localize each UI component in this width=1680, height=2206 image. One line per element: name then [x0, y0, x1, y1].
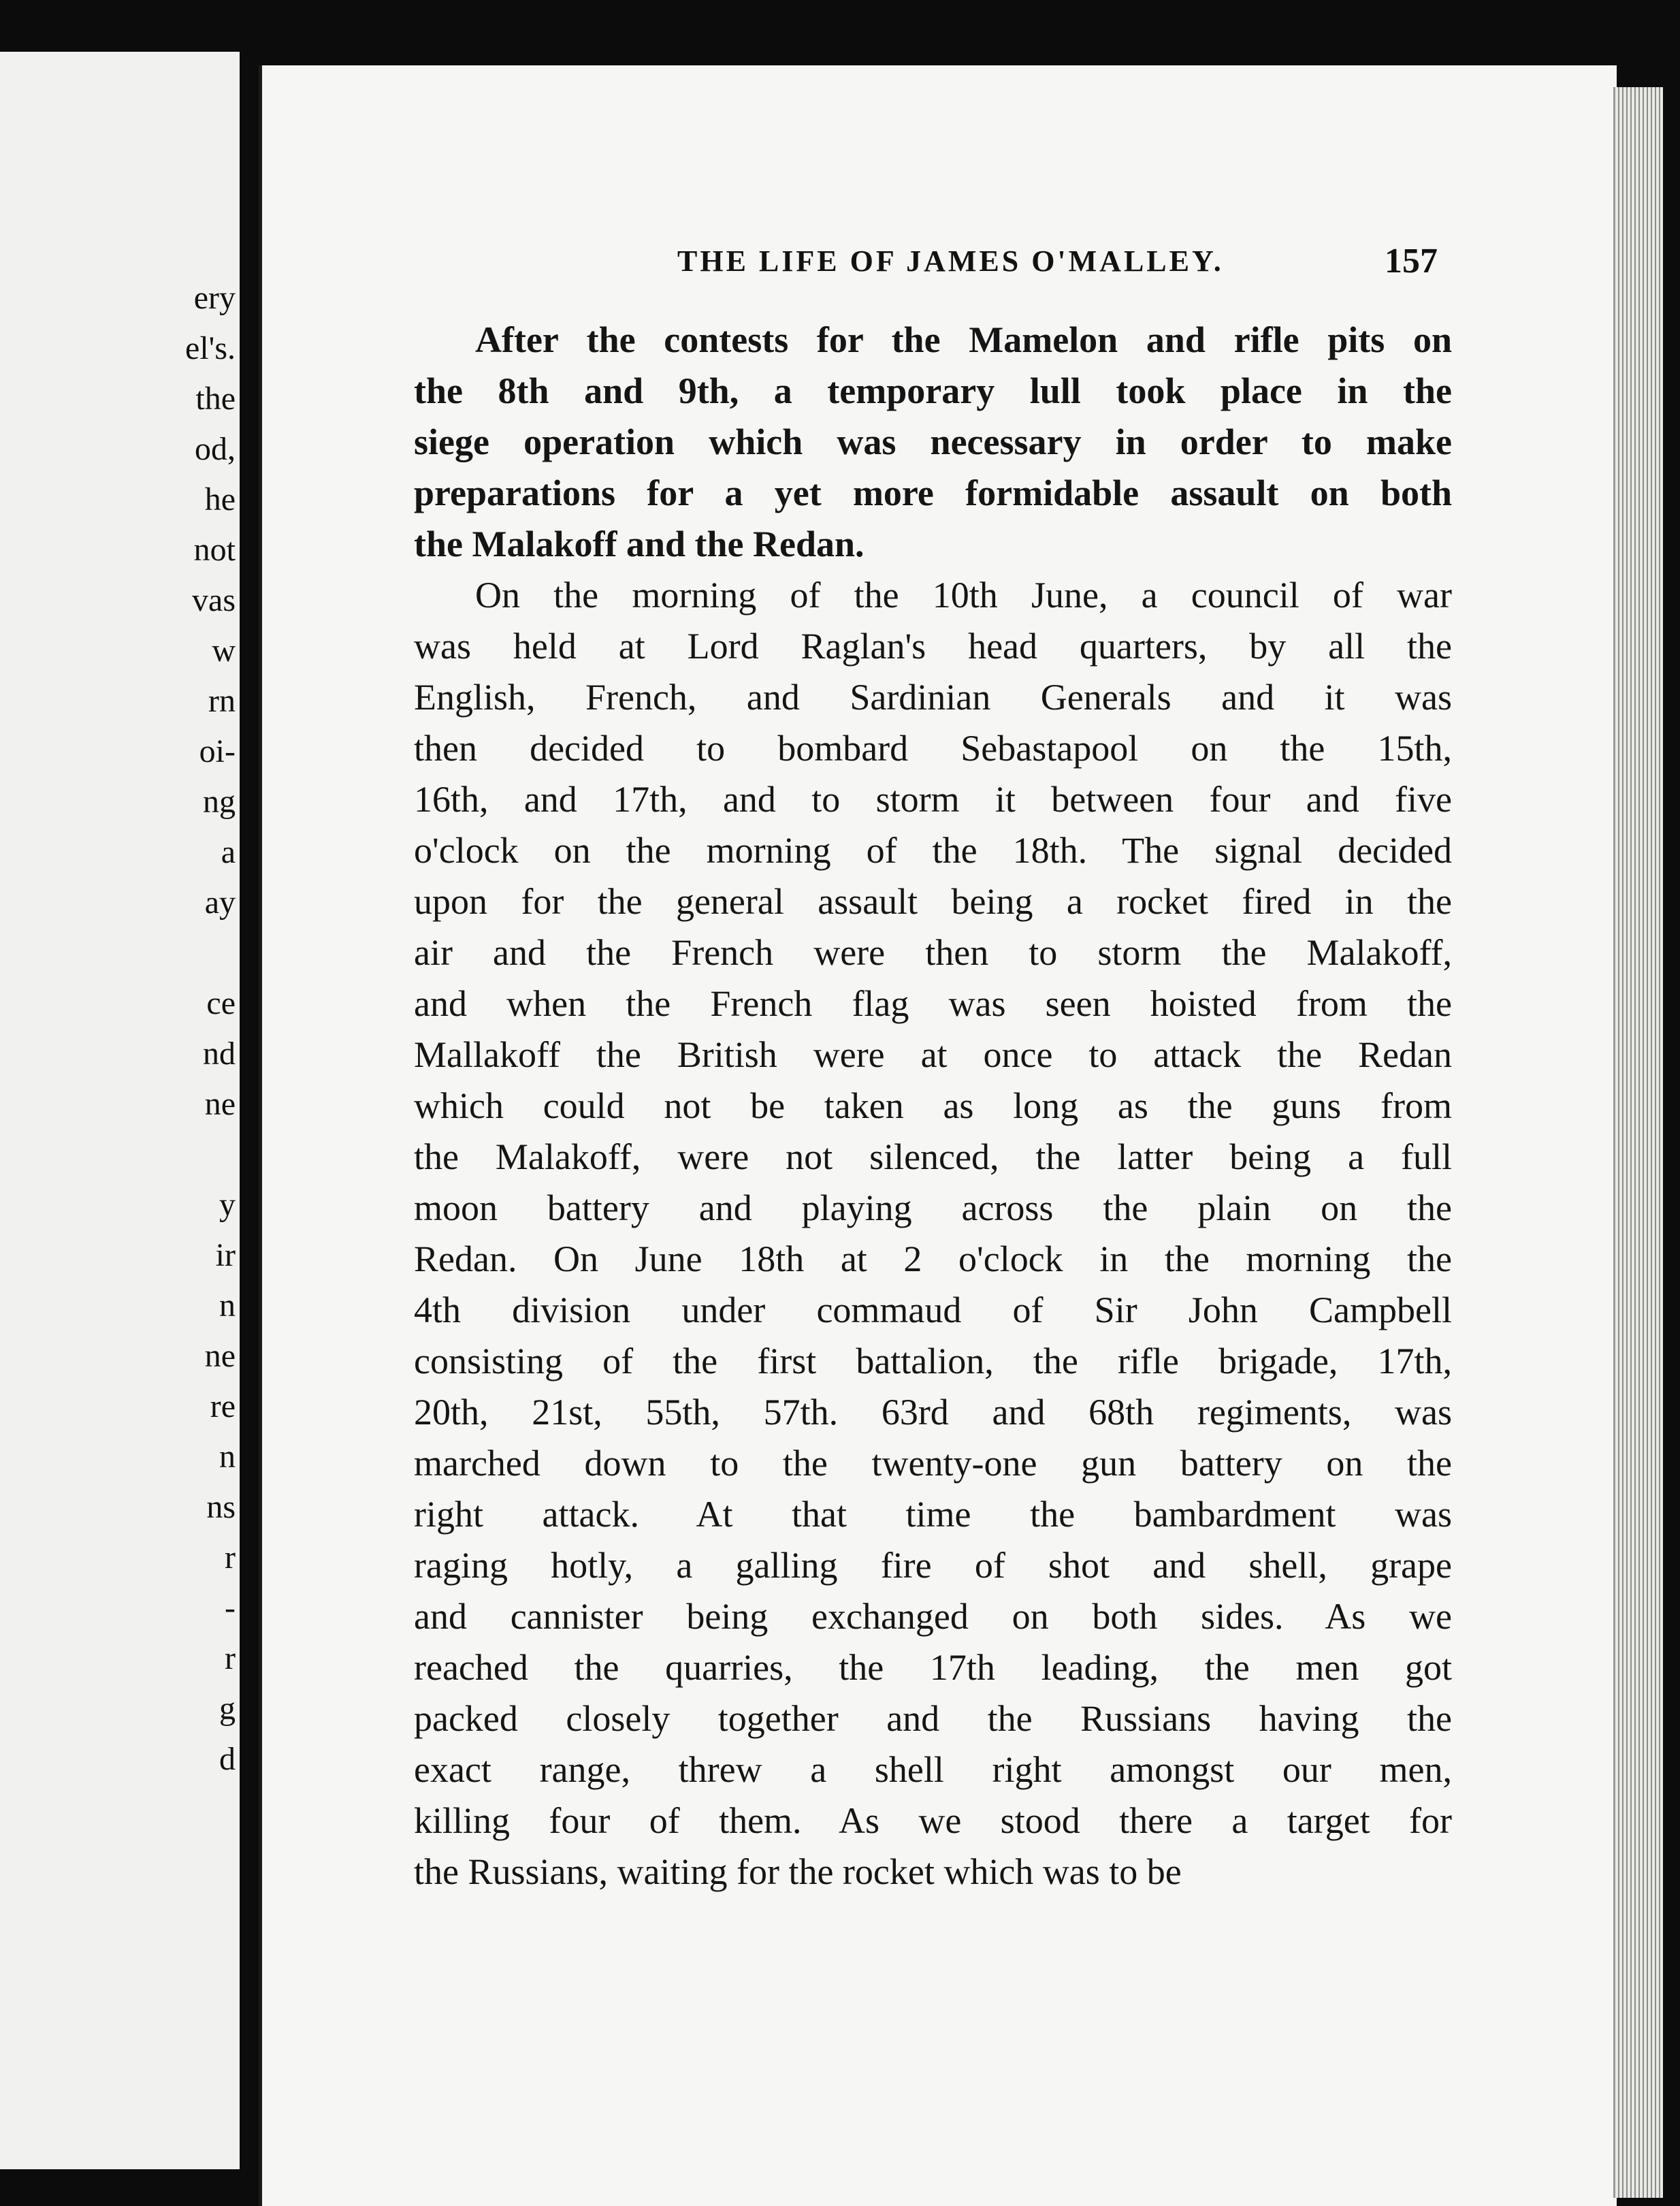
- page-edge-fragment: ns: [206, 1489, 236, 1525]
- text-line: preparations for a yet more formidable assault on both: [414, 473, 1452, 513]
- page-edge-fragment: ay: [204, 884, 236, 921]
- text-line: the Russians, waiting for the rocket which was to be: [414, 1851, 1182, 1892]
- text-line: and when the French flag was seen hoisted from the: [414, 983, 1452, 1024]
- text-line: marched down to the twenty-one gun battery on the: [414, 1443, 1452, 1484]
- text-line: the Malakoff and the Redan.: [414, 524, 865, 564]
- text-line: 20th, 21st, 55th, 57th. 63rd and 68th regiments, was: [414, 1392, 1452, 1433]
- page-edge-fragment: g: [219, 1691, 236, 1727]
- page-edge-fragment: he: [204, 481, 236, 517]
- page-edge-fragment: the: [195, 381, 236, 417]
- page-edge-fragment: a: [221, 834, 236, 870]
- page-edge-fragment: y: [219, 1187, 236, 1223]
- page-edge-fragment: ce: [206, 985, 236, 1021]
- page-edge-fragment: ne: [204, 1338, 236, 1374]
- page-edge-fragment: r: [225, 1640, 236, 1676]
- page-edge-fragment: re: [210, 1388, 236, 1424]
- text-line: then decided to bombard Sebastapool on the 15th,: [414, 728, 1452, 769]
- page-number: 157: [1385, 242, 1438, 281]
- text-line: 16th, and 17th, and to storm it between four and five: [414, 779, 1452, 820]
- text-line: o'clock on the morning of the 18th. The signal decided: [414, 830, 1452, 871]
- page-edge-fragment: d: [219, 1741, 236, 1777]
- page-edge-fragment: ng: [203, 784, 236, 820]
- page-edge-fragment: ne: [204, 1086, 236, 1122]
- text-line: Redan. On June 18th at 2 o'clock in the morning the: [414, 1238, 1452, 1279]
- text-line: 4th division under commaud of Sir John Campbell: [414, 1290, 1452, 1330]
- page-edge-fragment: ir: [215, 1237, 236, 1273]
- page-stack-edges: [1613, 87, 1663, 2198]
- text-line: siege operation which was necessary in order to make: [414, 421, 1452, 462]
- text-line: upon for the general assault being a rocket fired in the: [414, 881, 1452, 922]
- page-edge-fragment: n: [219, 1439, 236, 1475]
- previous-page-edge: [0, 52, 244, 2169]
- text-line: reached the quarries, the 17th leading, the men got: [414, 1647, 1452, 1688]
- page-edge-fragment: oi-: [199, 733, 236, 769]
- text-line: air and the French were then to storm the Malakoff,: [414, 932, 1452, 973]
- text-line: raging hotly, a galling fire of shot and shell, grape: [414, 1545, 1452, 1586]
- page-edge-fragment: nd: [203, 1036, 236, 1072]
- text-line: which could not be taken as long as the guns from: [414, 1085, 1452, 1126]
- text-line: the Malakoff, were not silenced, the latter being a full: [414, 1136, 1452, 1177]
- page-edge-fragment: not: [193, 532, 236, 568]
- page-edge-fragment: r: [225, 1539, 236, 1576]
- page-edge-fragment: ery: [193, 280, 236, 316]
- paragraph-2: [414, 570, 1452, 1898]
- text-line: right attack. At that time the bambardment was: [414, 1494, 1452, 1535]
- text-line: killing four of them. As we stood there a target for: [414, 1800, 1452, 1841]
- running-head: THE LIFE OF JAMES O'MALLEY.: [677, 244, 1224, 278]
- text-line: was held at Lord Raglan's head quarters, by all the: [414, 626, 1452, 667]
- text-line: consisting of the first battalion, the rifle brigade, 17th,: [414, 1341, 1452, 1381]
- paragraph-1: [414, 315, 1452, 570]
- page-edge-fragment: el's.: [185, 330, 236, 366]
- text-line: and cannister being exchanged on both sides. As we: [414, 1596, 1452, 1637]
- text-line: English, French, and Sardinian Generals and it was: [414, 677, 1452, 718]
- body-text: [414, 315, 1452, 1898]
- text-line: On the morning of the 10th June, a council of war: [475, 575, 1452, 616]
- text-line: packed closely together and the Russians having the: [414, 1698, 1452, 1739]
- page-edge-fragment: vas: [192, 582, 236, 618]
- page-edge-fragment: od,: [195, 431, 236, 467]
- text-line: After the contests for the Mamelon and rifle pits on: [475, 319, 1452, 360]
- text-line: Mallakoff the British were at once to attack the Redan: [414, 1034, 1452, 1075]
- page-edge-fragment: n: [219, 1288, 236, 1324]
- page-edge-fragment: -: [225, 1590, 236, 1626]
- page-edge-fragment: w: [212, 633, 236, 669]
- text-line: moon battery and playing across the plain on the: [414, 1187, 1452, 1228]
- text-line: exact range, threw a shell right amongst our men,: [414, 1749, 1452, 1790]
- text-line: the 8th and 9th, a temporary lull took place in the: [414, 370, 1452, 411]
- page-edge-fragment: rn: [208, 683, 236, 719]
